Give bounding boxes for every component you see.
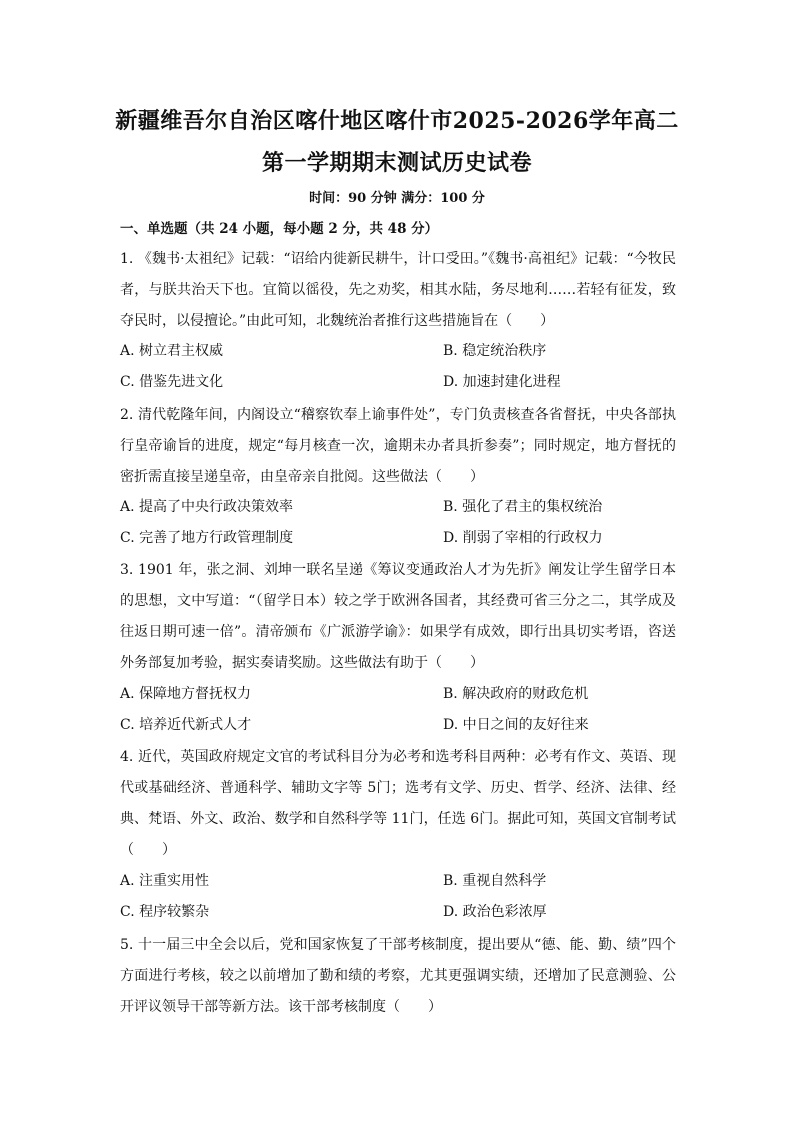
question-4-option-c: C. 程序较繁杂 xyxy=(120,904,210,920)
question-1-option-b: B. 稳定统治秩序 xyxy=(443,343,547,359)
question-2-option-a: A. 提高了中央行政决策效率 xyxy=(120,499,294,515)
question-4-option-a: A. 注重实用性 xyxy=(120,873,210,889)
question-2-stem: 2. 清代乾隆年间，内阁设立“稽察钦奉上谕事件处”，专门负责核查各省督抚，中央各部执行皇帝谕旨的进度，规定“每月核查一次，逾期未办者具折参奏”；同时规定，地方督抚的密折需直接呈递皇帝，由皇帝亲自批阅。这些做法（ ） xyxy=(120,407,676,485)
question-3-option-a: A. 保障地方督抚权力 xyxy=(120,686,252,702)
question-1-option-c: C. 借鉴先进文化 xyxy=(120,374,224,390)
question-3-stem: 3. 1901 年，张之洞、刘坤一联名呈递《筹议变通政治人才为先折》阐发让学生留学日本的思想，文中写道：“（留学日本）较之学于欧洲各国者，其经费可省三分之二，其学成及往返日期可速一倍”。清帝颁布《广派游学谕》：如果学有成效，即行出具切实考语，咨送外务部复加考验，据实奏请奖励。这些做法有助于（ ） xyxy=(120,562,676,671)
question-3-option-c: C. 培养近代新式人才 xyxy=(120,717,252,733)
exam-time-and-score: 时间：90 分钟 满分：100 分 xyxy=(309,191,485,206)
question-1-stem: 1. 《魏书·太祖纪》记载：“诏给内徙新民耕牛，计口受田。”《魏书·高祖纪》记载：“今牧民者，与朕共治天下也。宜简以徭役，先之劝奖，相其水陆，务尽地利……若轻有征发，致夺民时，以侵擅论。”由此可知，北魏统治者推行这些措施旨在（ ） xyxy=(120,251,676,329)
question-4-option-b: B. 重视自然科学 xyxy=(443,873,547,889)
question-4-option-d: D. 政治色彩浓厚 xyxy=(443,904,547,920)
question-2-option-d: D. 削弱了宰相的行政权力 xyxy=(443,530,603,546)
question-2-option-b: B. 强化了君主的集权统治 xyxy=(443,499,603,515)
question-5-stem: 5. 十一届三中全会以后，党和国家恢复了干部考核制度，提出要从“德、能、勤、绩”四个方面进行考核，较之以前增加了勤和绩的考察，尤其更强调实绩，还增加了民意测验、公开评议领导干部等新方法。该干部考核制度（ ） xyxy=(120,937,676,1015)
section-heading: 一、单选题（共 24 小题，每小题 2 分，共 48 分） xyxy=(120,221,439,237)
question-4-stem: 4. 近代，英国政府规定文官的考试科目分为必考和选考科目两种：必考有作文、英语、现代或基础经济、普通科学、辅助文字等 5门；选考有文学、历史、哲学、经济、法律、经典、梵语、外文、政治、数学和自然科学等 11门，任选 6门。据此可知，英国文官制考试（ ） xyxy=(120,749,676,858)
question-3-option-b: B. 解决政府的财政危机 xyxy=(443,686,589,702)
exam-title-line-1: 新疆维吾尔自治区喀什地区喀什市2025-2026学年高二 xyxy=(115,108,679,134)
question-1-option-a: A. 树立君主权威 xyxy=(120,343,224,359)
question-1-option-d: D. 加速封建化进程 xyxy=(443,374,561,390)
exam-title-line-2: 第一学期期末测试历史试卷 xyxy=(261,150,532,176)
question-3-option-d: D. 中日之间的友好往来 xyxy=(443,717,589,733)
question-2-option-c: C. 完善了地方行政管理制度 xyxy=(120,530,294,546)
